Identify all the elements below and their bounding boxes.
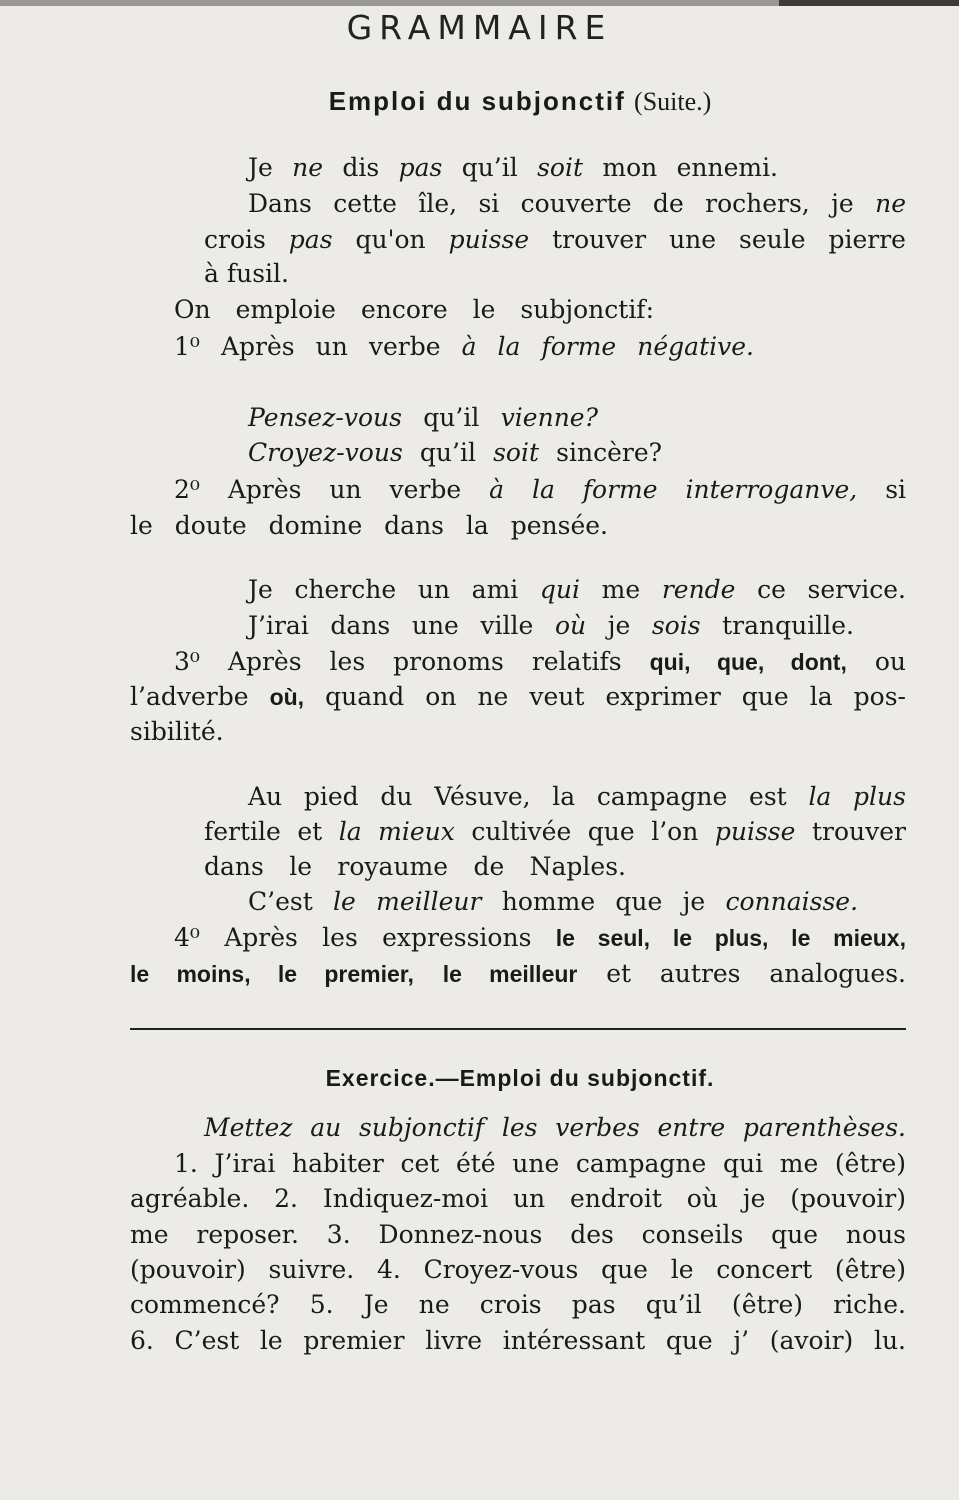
rule-2-line-2: le doute domine dans la pensée. <box>130 511 608 540</box>
exercise-instruction: Mettez au subjonctif les verbes entre parenthèses. <box>204 1113 906 1142</box>
example-1-line-4: à fusil. <box>204 259 289 288</box>
example-1-line-2: Dans cette île, si couverte de rochers, je ne <box>248 189 906 218</box>
example-2-line-1: Pensez-vous qu’il vienne? <box>248 403 599 432</box>
page-heading: GRAMMAIRE <box>346 8 613 47</box>
example-4-line-2: fertile et la mieux cultivée que l’on puisse trouver <box>204 817 906 846</box>
rule-3-line-1: 3⁰ Après les pronoms relatifs qui, que, dont, ou <box>174 647 907 676</box>
exercise-line: 6. C’est le premier livre intéressant que j’ (avoir) lu. <box>130 1326 906 1355</box>
example-3-line-2: J’irai dans une ville où je sois tranquille. <box>248 611 854 640</box>
example-4-line-1: Au pied du Vésuve, la campagne est la plus <box>248 782 906 811</box>
exercise-line: commencé? 5. Je ne crois pas qu’il (être) riche. <box>130 1290 906 1319</box>
rule-3-line-3: sibilité. <box>130 717 224 746</box>
section-title <box>0 86 959 117</box>
intro-line: On emploie encore le subjonctif: <box>174 295 654 324</box>
exercise-line: (pouvoir) suivre. 4. Croyez-vous que le concert (être) <box>130 1255 906 1284</box>
example-3-line-1: Je cherche un ami qui me rende ce service. <box>248 575 906 604</box>
divider-line <box>130 1028 906 1030</box>
example-4-line-3: dans le royaume de Naples. <box>204 852 626 881</box>
example-4-line-4: C’est le meilleur homme que je connaisse. <box>248 887 859 916</box>
example-1-line-1: Je ne dis pas qu’il soit mon ennemi. <box>248 153 779 182</box>
rule-4-line-1: 4⁰ Après les expressions le seul, le plus, le mieux, <box>174 923 906 952</box>
section-title-suffix: (Suite.) <box>634 87 712 116</box>
rule-1: 1⁰ Après un verbe à la forme négative. <box>174 332 754 361</box>
rule-2-line-1: 2⁰ Après un verbe à la forme interroganve, si <box>174 475 907 504</box>
example-2-line-2: Croyez-vous qu’il soit sincère? <box>248 438 663 467</box>
rule-3-line-2: l’adverbe où, quand on ne veut exprimer que la pos- <box>130 682 907 711</box>
section-title-text: Emploi du subjonctif <box>328 86 626 116</box>
exercise-line: 1. J’irai habiter cet été une campagne qui me (être) <box>174 1149 906 1178</box>
exercise-line: agréable. 2. Indiquez-moi un endroit où je (pouvoir) <box>130 1184 906 1213</box>
exercise-title: Exercice.—Emploi du subjonctif. <box>325 1065 715 1091</box>
exercise-line: me reposer. 3. Donnez-nous des conseils que nous <box>130 1220 906 1249</box>
example-1-line-3: crois pas qu'on puisse trouver une seule pierre <box>204 225 906 254</box>
top-edge <box>0 0 959 6</box>
rule-4-line-2: le moins, le premier, le meilleur et autres analogues. <box>130 959 906 988</box>
